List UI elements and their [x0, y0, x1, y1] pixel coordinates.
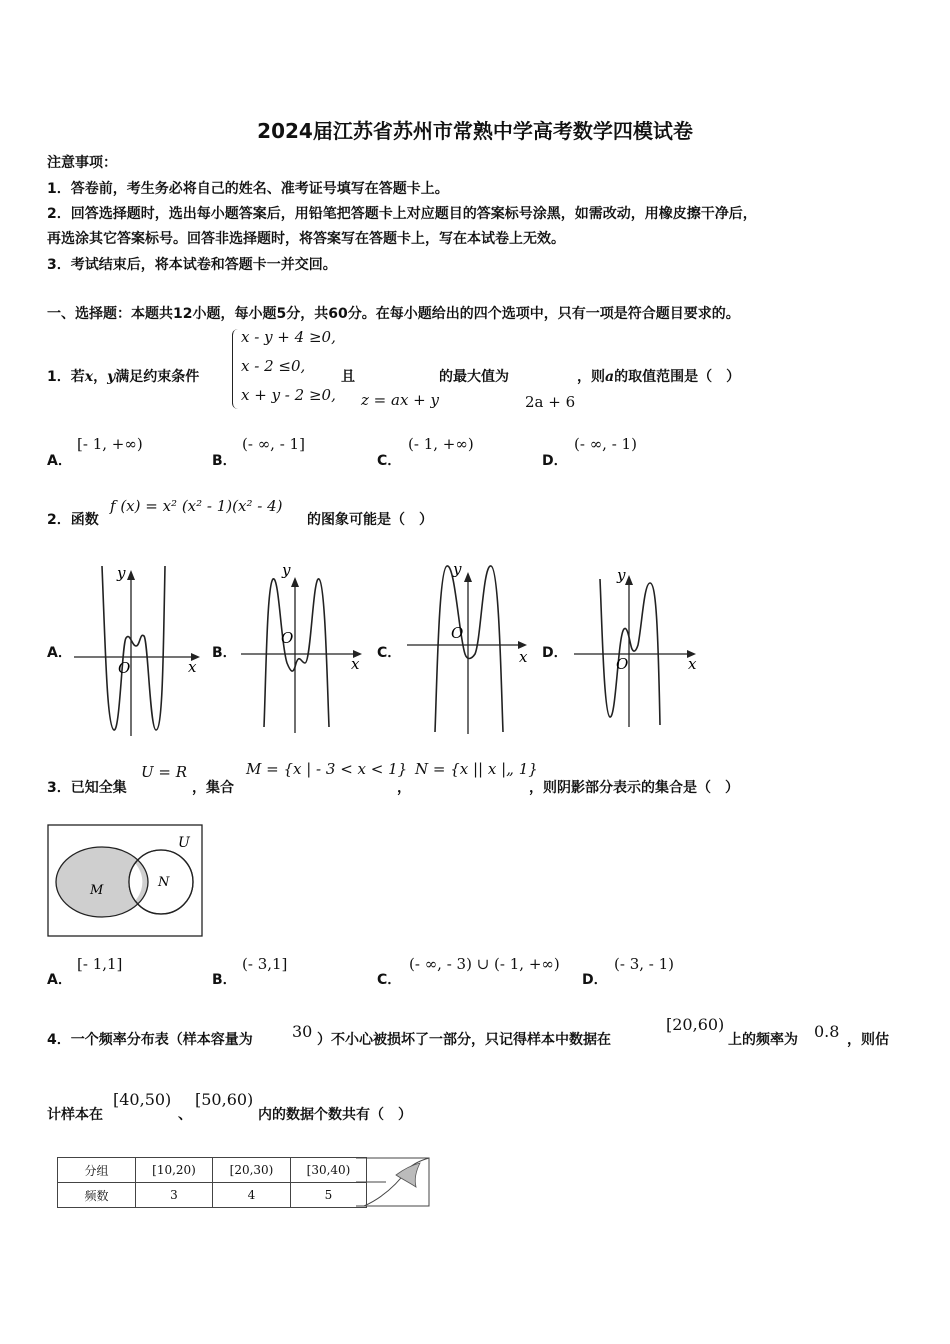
q3-option-a: [- 1,1]: [77, 955, 123, 973]
origin-label: O: [451, 624, 464, 642]
q3-option-b-label: B．: [212, 972, 237, 988]
q1-option-d: (- ∞, - 1): [574, 435, 637, 453]
q4-text-4: ，则估: [847, 1032, 889, 1048]
q1-constraint: x - 2 ≤0,: [241, 357, 306, 375]
q1-option-d-label: D．: [542, 453, 568, 469]
table-header-cell: 分组: [58, 1158, 136, 1183]
notice-item: 再选涂其它答案标号。回答非选择题时，将答案写在答题卡上，写在本试卷上无效。: [47, 231, 565, 247]
x-axis-label: x: [519, 648, 528, 666]
q1-max-value: 2a + 6: [525, 393, 576, 411]
q3-option-c: (- ∞, - 3) ∪ (- 1, +∞): [409, 955, 560, 973]
x-axis-label: x: [688, 655, 697, 673]
q4-text-1: 4．一个频率分布表（样本容量为: [47, 1032, 253, 1048]
venn-m-label: M: [90, 883, 104, 898]
notice-heading: 注意事项：: [47, 155, 117, 171]
q1-stem: 1．若x，y满足约束条件: [47, 369, 200, 385]
table-cell: 5: [291, 1183, 367, 1208]
q3-prefix: 3．已知全集: [47, 780, 127, 796]
q4-text-5: 计样本在: [47, 1107, 103, 1123]
notice-item: 3．考试结束后，将本试卷和答题卡一并交回。: [47, 257, 337, 273]
q1-constraint: x + y - 2 ≥0,: [241, 386, 336, 404]
q3-option-c-label: C．: [377, 972, 402, 988]
q2-option-b-label: B．: [212, 645, 237, 661]
q3-option-b: (- 3,1]: [242, 955, 288, 973]
q3-option-a-label: A．: [47, 972, 72, 988]
q2-option-c-label: C．: [377, 645, 402, 661]
y-axis-label: y: [617, 566, 626, 584]
q4-text-3: 上的频率为: [728, 1032, 798, 1048]
q4-text-6: 内的数据个数共有（ ）: [258, 1107, 412, 1123]
q4-frequency: 0.8: [814, 1022, 840, 1041]
section-heading: 一、选择题：本题共12小题，每小题5分，共60分。在每小题给出的四个选项中，只有一项是符合题目要求的。: [47, 306, 740, 322]
q2-suffix: 的图象可能是（ ）: [307, 512, 433, 528]
q1-option-a-label: A．: [47, 453, 72, 469]
origin-label: O: [118, 659, 131, 677]
q2-option-a-label: A．: [47, 645, 72, 661]
venn-n-label: N: [158, 875, 170, 890]
q3-option-d: (- 3, - 1): [614, 955, 674, 973]
y-axis-label: y: [282, 561, 291, 579]
x-axis-label: x: [351, 655, 360, 673]
q3-mid: ，集合: [192, 780, 234, 796]
table-header-cell: [30,40): [291, 1158, 367, 1183]
q4-text-2: ）不小心被损坏了一部分，只记得样本中数据在: [317, 1032, 611, 1048]
q2-graph-d: [570, 565, 705, 735]
q1-brace: [232, 329, 239, 409]
origin-label: O: [616, 655, 629, 673]
q1-objective: z = ax + y: [361, 391, 439, 409]
q3-option-d-label: D．: [582, 972, 608, 988]
table-cell: 3: [136, 1183, 213, 1208]
q2-formula: f (x) = x² (x² - 1)(x² - 4): [110, 497, 283, 515]
table-cell: 频数: [58, 1183, 136, 1208]
q2-graph-b: [237, 555, 372, 735]
q3-suffix: ，则阴影部分表示的集合是（ ）: [529, 780, 739, 796]
q1-option-b: (- ∞, - 1]: [242, 435, 305, 453]
q3-set-n: N = {x || x |„ 1}: [415, 760, 538, 778]
q1-option-c: (- 1, +∞): [408, 435, 474, 453]
q1-and: 且: [341, 369, 355, 385]
table-header-cell: [10,20): [136, 1158, 213, 1183]
q4-interval-1: [40,50): [113, 1090, 172, 1109]
page-title: 2024届江苏省苏州市常熟中学高考数学四模试卷: [257, 119, 693, 143]
q2-graph-a: [70, 558, 205, 738]
torn-corner-graphic: [356, 1157, 432, 1209]
q4-sep: 、: [178, 1107, 192, 1123]
q3-venn-diagram: [47, 824, 205, 938]
notice-item: 1．答卷前，考生务必将自己的姓名、准考证号填写在答题卡上。: [47, 181, 449, 197]
q1-option-c-label: C．: [377, 453, 402, 469]
q3-universal-set: U = R: [141, 763, 188, 781]
origin-label: O: [281, 629, 294, 647]
q1-max-label: 的最大值为: [439, 369, 509, 385]
q3-set-m: M = {x | - 3 < x < 1}: [246, 760, 408, 778]
table-header-cell: [20,30): [213, 1158, 291, 1183]
q4-interval: [20,60): [666, 1015, 725, 1034]
venn-u-label: U: [178, 835, 190, 851]
q3-sep: ，: [397, 780, 411, 796]
x-axis-label: x: [188, 658, 197, 676]
q2-prefix: 2．函数: [47, 512, 99, 528]
y-axis-label: y: [453, 560, 462, 578]
q4-sample-size: 30: [292, 1022, 313, 1041]
q2-option-d-label: D．: [542, 645, 568, 661]
q2-graph-c: [403, 558, 538, 738]
q1-constraint: x - y + 4 ≥0,: [241, 328, 336, 346]
q1-suffix: ，则a的取值范围是（ ）: [577, 369, 741, 385]
y-axis-label: y: [117, 564, 126, 582]
table-cell: 4: [213, 1183, 291, 1208]
q1-option-a: [- 1, +∞): [77, 435, 143, 453]
notice-item: 2．回答选择题时，选出每小题答案后，用铅笔把答题卡上对应题目的答案标号涂黑，如需改动，用橡皮擦干净后，: [47, 206, 757, 222]
q4-interval-2: [50,60): [195, 1090, 254, 1109]
q1-option-b-label: B．: [212, 453, 237, 469]
